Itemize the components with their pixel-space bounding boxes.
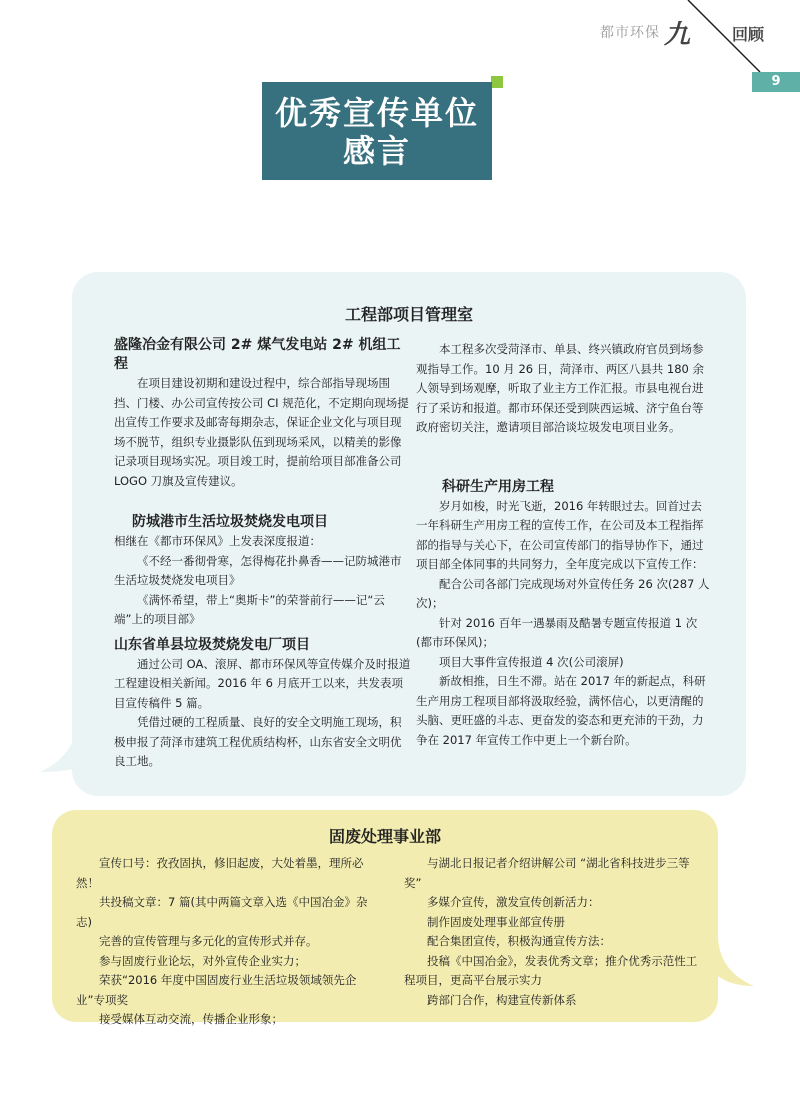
page-number: 9 xyxy=(752,72,800,92)
project-text: 《不经一番彻骨寒，怎得梅花扑鼻香——记防城港市生活垃圾焚烧发电项目》 xyxy=(114,553,402,587)
project-text: 在项目建设初期和建设过程中，综合部指导现场围挡、门楼、办公司宣传按公司 CI 规范化，不定期向现场提出宣传工作要求及邮寄每期杂志，保证企业文化与项目现场不脱节，组织专业摄影队伍到现场采风，以精美的影像记录项目现场实况。项目竣工时，提前给项目部准备公司 LOGO 刀旗及宣传建议。 xyxy=(114,376,409,488)
engineering-panel xyxy=(72,272,746,796)
project-text: 岁月如梭，时光飞逝，2016 年转眼过去。回首过去一年科研生产用房工程的宣传工作，在公司及本工程指挥部的指导与关心下，在公司宣传部门的指导协作下，通过项目部全体同事的共同努力，全年度完成以下宣传工作： xyxy=(416,498,704,571)
list-item: 配合集团宣传，积极沟通宣传方法： xyxy=(427,934,611,948)
project-text: 凭借过硬的工程质量、良好的安全文明施工现场，积极申报了菏泽市建筑工程优质结构杯，山东省安全文明优良工地。 xyxy=(114,715,402,768)
solid-waste-left-column xyxy=(76,854,376,1030)
solid-waste-right-column xyxy=(404,854,704,1010)
list-item: 参与固废行业论坛，对外宣传企业实力； xyxy=(99,953,306,968)
list-item: 共投稿文章：7 篇(其中两篇文章入选《中国冶金》杂志) xyxy=(76,895,368,929)
title-accent-square xyxy=(491,76,503,88)
engineering-right-column xyxy=(416,340,710,750)
project-text: 《满怀希望，带上“奥斯卡”的荣誉前行——记“云端”上的项目部》 xyxy=(114,592,385,626)
list-item: 跨部门合作，构建宣传新体系 xyxy=(427,992,577,1007)
project-title-shenglong: 盛隆冶金有限公司 2# 煤气发电站 2# 机组工程 xyxy=(114,337,401,372)
solid-waste-panel xyxy=(52,810,718,1026)
list-item: 制作固废处理事业部宣传册 xyxy=(427,914,565,929)
title-line-1: 优秀宣传单位 xyxy=(274,94,479,132)
list-item: 投稿《中国冶金》，发表优秀文章；推介优秀示范性工程项目，更高平台展示实力 xyxy=(404,953,698,987)
project-text: 本工程多次受菏泽市、单县、终兴镇政府官员到场参观指导工作。10 月 26 日，菏泽市、两区八县共 180 余人领导到场观摩，听取了业主方工作汇报。市县电视台进行了采访和报道。都市环保还受到陕西运城、济宁鱼台等政府密切关注，邀请项目部洽谈垃圾发电项目业务。 xyxy=(416,342,704,434)
engineering-left-column xyxy=(114,336,412,772)
project-text: 配合公司各部门完成现场对外宣传任务 26 次(287 人次)； xyxy=(416,576,710,610)
project-title-fangchenggang: 防城港市生活垃圾焚烧发电项目 xyxy=(132,514,328,530)
project-text: 新故相推，日生不滞。站在 2017 年的新起点，科研生产用房工程项目部将汲取经验，满怀信心，以更清醒的头脑、更旺盛的斗志、更奋发的姿态和更充沛的干劲，力争在 2017 年宣传工作中更上一个新台阶。 xyxy=(416,674,706,747)
magazine-name: 都市环保 xyxy=(600,25,660,41)
page-title xyxy=(262,82,492,180)
magazine-logo: 九 xyxy=(664,20,691,50)
title-line-2: 感言 xyxy=(342,132,411,170)
list-item: 多媒介宣传，激发宣传创新活力： xyxy=(427,895,600,909)
solid-waste-heading: 固废处理事业部 xyxy=(328,827,441,846)
list-item: 接受媒体互动交流，传播企业形象； xyxy=(99,1012,283,1026)
project-title-shanxian: 山东省单县垃圾焚烧发电厂项目 xyxy=(114,636,310,653)
section-label: 回顾 xyxy=(732,25,765,44)
project-text: 项目大事件宣传报道 4 次(公司滚屏) xyxy=(439,654,624,669)
project-text: 针对 2016 百年一遇暴雨及酷暑专题宣传报道 1 次(都市环保风)； xyxy=(416,615,698,649)
list-item: 荣获“2016 年度中国固废行业生活垃圾领域领先企业”专项奖 xyxy=(76,973,357,1007)
list-item: 宣传口号：孜孜固执，修旧起废，大处着墨，理所必然！ xyxy=(76,856,364,890)
project-text: 通过公司 OA、滚屏、都市环保风等宣传媒介及时报道工程建设相关新闻。2016 年 6 月底开工以来，共发表项目宣传稿件 5 篇。 xyxy=(114,656,411,710)
project-text: 相继在《都市环保风》上发表深度报道： xyxy=(114,534,321,548)
list-item: 完善的宣传管理与多元化的宣传形式并存。 xyxy=(99,934,318,948)
list-item: 与湖北日报记者介绍讲解公司 “湖北省科技进步三等奖” xyxy=(404,856,690,890)
engineering-heading: 工程部项目管理室 xyxy=(344,305,473,324)
project-title-research-building: 科研生产用房工程 xyxy=(442,478,554,495)
